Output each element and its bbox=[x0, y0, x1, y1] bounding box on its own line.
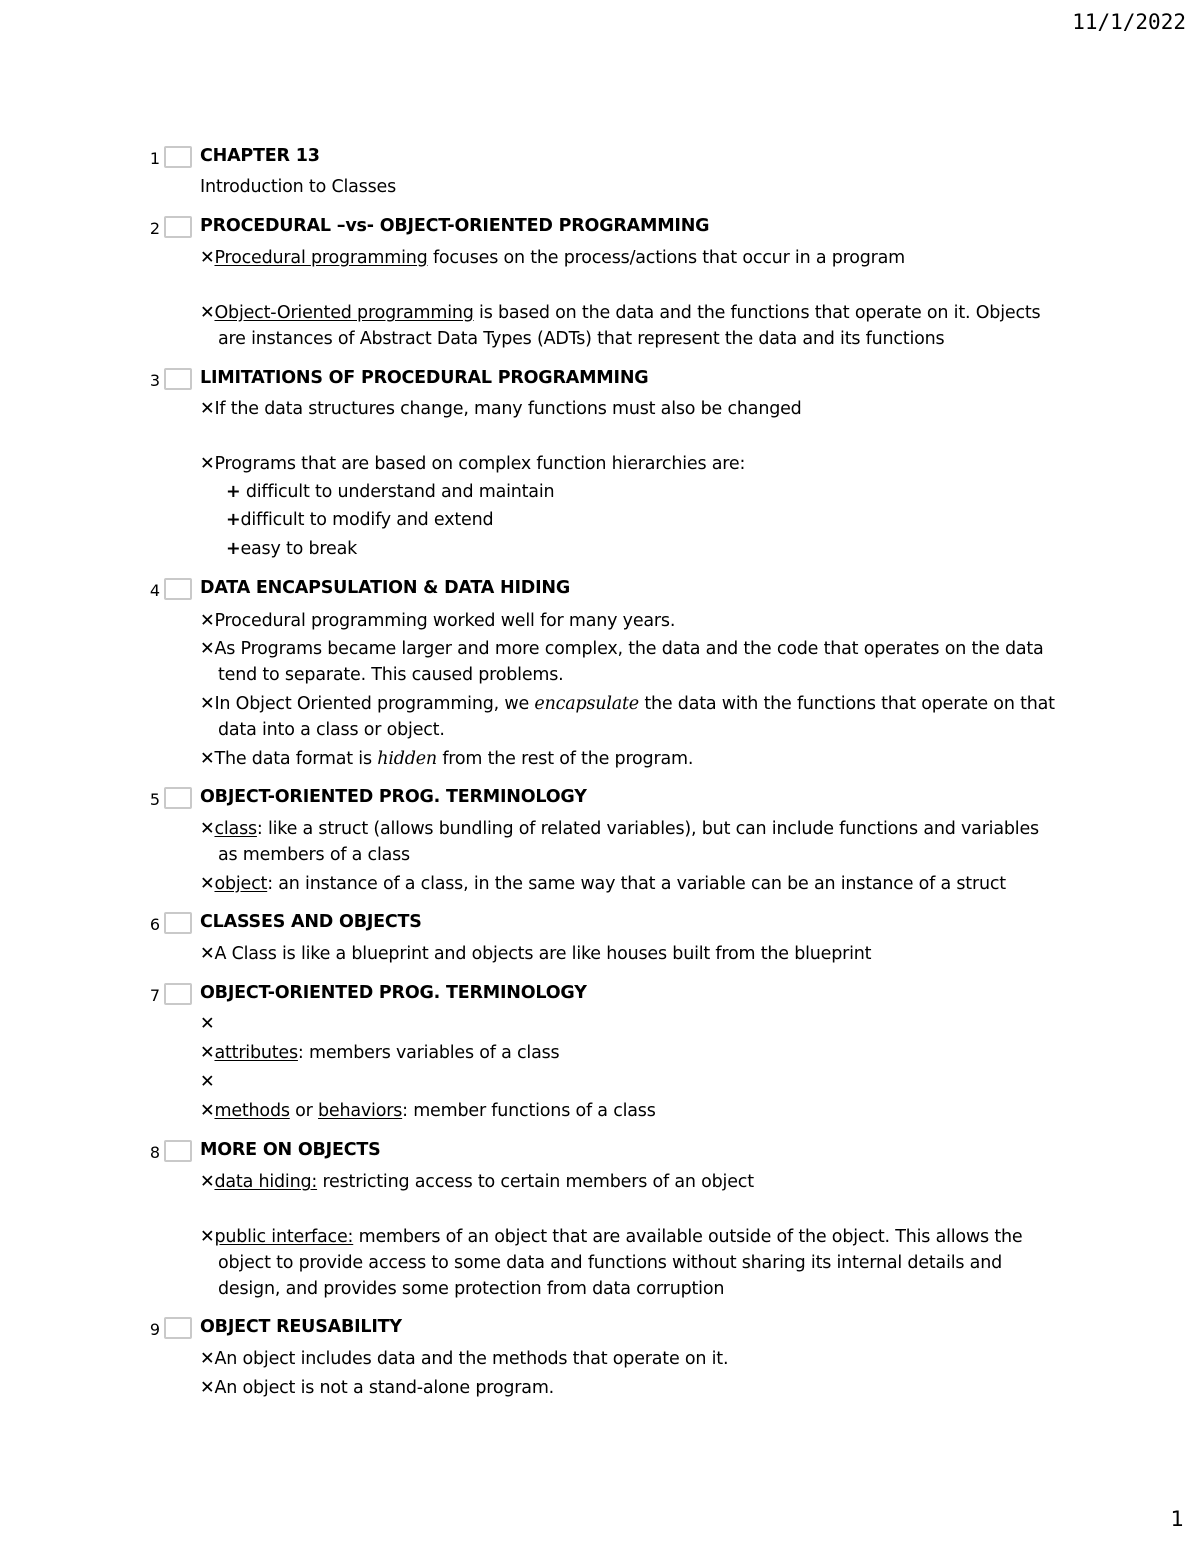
x-bullet-icon: ✕ bbox=[200, 454, 215, 474]
bullet-text: : member functions of a class bbox=[402, 1101, 656, 1121]
bullet-line bbox=[200, 1378, 554, 1398]
x-bullet-icon: ✕ bbox=[200, 303, 215, 323]
bullet-text: or bbox=[289, 1101, 319, 1121]
slide-title: CHAPTER 13 bbox=[200, 146, 320, 166]
bullet-line bbox=[200, 694, 1055, 714]
sub-bullet-text: difficult to modify and extend bbox=[240, 510, 494, 530]
bullet-continuation: design, and provides some protection from data corruption bbox=[218, 1279, 725, 1299]
bullet-line bbox=[200, 1014, 214, 1034]
bullet-text: members of an object that are available outside of the object. This allows the bbox=[353, 1227, 1023, 1247]
slide-title: OBJECT-ORIENTED PROG. TERMINOLOGY bbox=[200, 983, 587, 1003]
x-bullet-icon: ✕ bbox=[200, 1101, 215, 1121]
bullet-line bbox=[200, 874, 1006, 894]
x-bullet-icon: ✕ bbox=[200, 874, 215, 894]
bullet-line bbox=[200, 944, 871, 964]
x-bullet-icon: ✕ bbox=[200, 611, 215, 631]
term: methods bbox=[214, 1101, 290, 1121]
bullet-line bbox=[200, 303, 1040, 323]
term: data hiding: bbox=[214, 1172, 318, 1192]
x-bullet-icon: ✕ bbox=[200, 1227, 215, 1247]
bullet-continuation: as members of a class bbox=[218, 845, 410, 865]
x-bullet-icon: ✕ bbox=[200, 1072, 215, 1092]
slide-subtitle: Introduction to Classes bbox=[200, 177, 396, 197]
x-bullet-icon: ✕ bbox=[200, 1014, 215, 1034]
bullet-line bbox=[200, 639, 1044, 659]
slide-number: 8 bbox=[149, 1143, 160, 1162]
slide-thumbnail[interactable] bbox=[164, 787, 192, 809]
x-bullet-icon: ✕ bbox=[200, 749, 215, 769]
slide-title: OBJECT-ORIENTED PROG. TERMINOLOGY bbox=[200, 787, 587, 807]
bullet-line bbox=[200, 1043, 559, 1063]
plus-bullet-icon: + bbox=[226, 539, 241, 559]
slide-number: 5 bbox=[149, 790, 160, 809]
x-bullet-icon: ✕ bbox=[200, 248, 215, 268]
x-bullet-icon: ✕ bbox=[200, 399, 215, 419]
bullet-text: : like a struct (allows bundling of related variables), but can include functions and variables bbox=[256, 819, 1039, 839]
bullet-text: is based on the data and the functions that operate on it. Objects bbox=[473, 303, 1041, 323]
bullet-line bbox=[200, 1349, 728, 1369]
slide-title: MORE ON OBJECTS bbox=[200, 1140, 381, 1160]
bullet-line bbox=[200, 1227, 1022, 1247]
page-number: 1 bbox=[1170, 1507, 1184, 1531]
sub-bullet-line bbox=[226, 510, 493, 530]
x-bullet-icon: ✕ bbox=[200, 819, 215, 839]
term: Procedural programming bbox=[214, 248, 428, 268]
header-date: 11/1/2022 bbox=[1072, 10, 1186, 34]
term: public interface: bbox=[214, 1227, 354, 1247]
bullet-line bbox=[200, 819, 1039, 839]
bullet-text: An object is not a stand-alone program. bbox=[214, 1378, 555, 1398]
bullet-line bbox=[200, 1072, 214, 1092]
bullet-text: If the data structures change, many functions must also be changed bbox=[214, 399, 802, 419]
slide-number: 9 bbox=[149, 1320, 160, 1339]
term: attributes bbox=[214, 1043, 298, 1063]
bullet-text: An object includes data and the methods that operate on it. bbox=[214, 1349, 729, 1369]
bullet-line bbox=[200, 399, 802, 419]
x-bullet-icon: ✕ bbox=[200, 1349, 215, 1369]
term: Object-Oriented programming bbox=[214, 303, 474, 323]
x-bullet-icon: ✕ bbox=[200, 1172, 215, 1192]
bullet-text: A Class is like a blueprint and objects are like houses built from the blueprint bbox=[214, 944, 872, 964]
slide-thumbnail[interactable] bbox=[164, 216, 192, 238]
bullet-continuation: object to provide access to some data and functions without sharing its internal details and bbox=[218, 1253, 1003, 1273]
slide-number: 1 bbox=[149, 149, 160, 168]
plus-bullet-icon: + bbox=[226, 510, 241, 530]
slide-title: LIMITATIONS OF PROCEDURAL PROGRAMMING bbox=[200, 368, 649, 388]
emphasis: encapsulate bbox=[534, 694, 639, 714]
bullet-text: Programs that are based on complex function hierarchies are: bbox=[214, 454, 746, 474]
slide-title: DATA ENCAPSULATION & DATA HIDING bbox=[200, 578, 571, 598]
x-bullet-icon: ✕ bbox=[200, 1043, 215, 1063]
bullet-line bbox=[200, 611, 675, 631]
emphasis: hidden bbox=[377, 749, 437, 769]
x-bullet-icon: ✕ bbox=[200, 944, 215, 964]
bullet-line bbox=[200, 248, 905, 268]
sub-bullet-text: easy to break bbox=[240, 539, 358, 559]
slide-thumbnail[interactable] bbox=[164, 578, 192, 600]
bullet-text: As Programs became larger and more complex, the data and the code that operates on the data bbox=[214, 639, 1044, 659]
sub-bullet-line bbox=[226, 539, 357, 559]
term: class bbox=[214, 819, 257, 839]
slide-number: 3 bbox=[149, 371, 160, 390]
sub-bullet-text: difficult to understand and maintain bbox=[240, 482, 555, 502]
slide-thumbnail[interactable] bbox=[164, 1140, 192, 1162]
slide-title: PROCEDURAL –vs- OBJECT-ORIENTED PROGRAMMING bbox=[200, 216, 710, 236]
x-bullet-icon: ✕ bbox=[200, 1378, 215, 1398]
bullet-text: The data format is bbox=[214, 749, 378, 769]
slide-number: 7 bbox=[149, 986, 160, 1005]
bullet-text: the data with the functions that operate on that bbox=[638, 694, 1055, 714]
slide-number: 4 bbox=[149, 581, 160, 600]
bullet-line bbox=[200, 1101, 656, 1121]
bullet-text: Procedural programming worked well for many years. bbox=[214, 611, 676, 631]
term: object bbox=[214, 874, 268, 894]
slide-title: CLASSES AND OBJECTS bbox=[200, 912, 422, 932]
slide-thumbnail[interactable] bbox=[164, 983, 192, 1005]
bullet-continuation: are instances of Abstract Data Types (ADTs) that represent the data and its functions bbox=[218, 329, 945, 349]
slide-thumbnail[interactable] bbox=[164, 1317, 192, 1339]
slide-title: OBJECT REUSABILITY bbox=[200, 1317, 402, 1337]
bullet-text: from the rest of the program. bbox=[436, 749, 694, 769]
sub-bullet-line bbox=[226, 482, 554, 502]
slide-number: 2 bbox=[149, 219, 160, 238]
plus-bullet-icon: + bbox=[226, 482, 241, 502]
slide-thumbnail[interactable] bbox=[164, 912, 192, 934]
slide-number: 6 bbox=[149, 915, 160, 934]
bullet-line bbox=[200, 454, 745, 474]
bullet-line bbox=[200, 1172, 754, 1192]
term: behaviors bbox=[318, 1101, 403, 1121]
x-bullet-icon: ✕ bbox=[200, 694, 215, 714]
bullet-continuation: tend to separate. This caused problems. bbox=[218, 665, 564, 685]
bullet-continuation: data into a class or object. bbox=[218, 720, 445, 740]
slide-thumbnail[interactable] bbox=[164, 368, 192, 390]
bullet-text: : an instance of a class, in the same way that a variable can be an instance of a struct bbox=[267, 874, 1006, 894]
x-bullet-icon: ✕ bbox=[200, 639, 215, 659]
bullet-text: In Object Oriented programming, we bbox=[214, 694, 535, 714]
slide-thumbnail[interactable] bbox=[164, 146, 192, 168]
bullet-text: : members variables of a class bbox=[297, 1043, 560, 1063]
bullet-line bbox=[200, 749, 693, 769]
bullet-text: focuses on the process/actions that occur in a program bbox=[427, 248, 906, 268]
bullet-text: restricting access to certain members of an object bbox=[317, 1172, 754, 1192]
